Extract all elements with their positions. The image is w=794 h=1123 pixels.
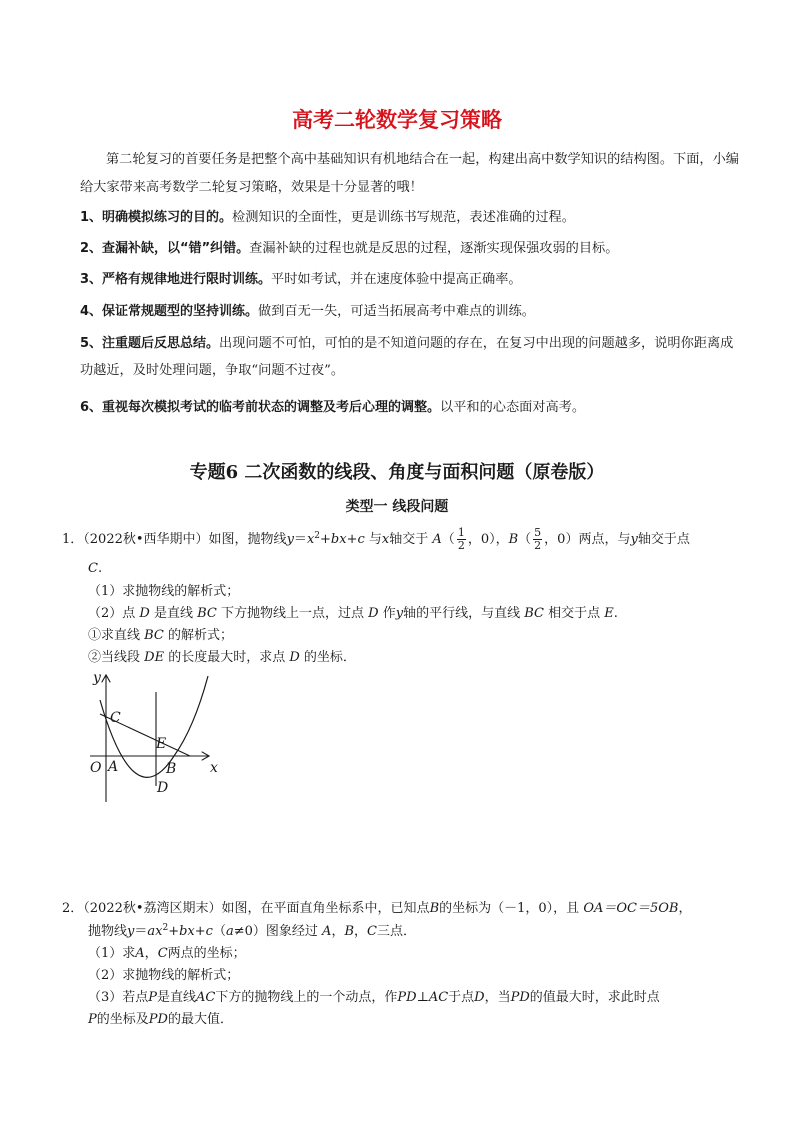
tip-item [80,204,740,231]
text: （ [212,924,226,939]
text: ，0）， [467,532,509,547]
tip-heading: 4、保证常规题型的坚持训练。 [80,304,259,319]
problem-1-stem [62,527,690,552]
label-x: x [210,760,218,776]
var: C [157,946,168,961]
var: PD [148,1012,168,1027]
problem-2-q3 [88,987,660,1009]
var: PD [510,990,530,1005]
text: ＝ [293,532,307,547]
var: y [127,924,135,939]
text: 抛物线 [88,924,128,939]
text: ≠0）图象经过 [233,924,318,939]
problem-2-q3-cont [88,1009,233,1031]
subsection-title: 类型一 线段问题 [345,499,449,515]
tip-heading: 3、严格有规律地进行限时训练。 [80,272,272,287]
var: y [395,606,404,621]
exponent: 2 [314,531,321,541]
text: 两点的坐标； [167,946,246,961]
text: 的坐标为（－1，0），且 [439,901,580,916]
text: 是直线 [149,606,198,621]
var: P [88,1012,97,1027]
text: 如图，在平面直角坐标系中，已知点 [221,901,430,916]
text: 与 [364,532,382,547]
text: ， [331,924,345,939]
problem-source: （2022秋•荔湾区期末） [83,901,222,916]
text: ，0）两点，与 [544,532,631,547]
var: +bx+c [168,924,213,939]
text: （1）求 [88,946,136,961]
problem-2-stem [62,898,691,920]
label-c: C [110,710,121,726]
var: y [630,532,638,547]
text: ①求直线 [88,628,145,643]
label-o: O [90,760,102,776]
var: BC [524,606,544,621]
var: A [432,532,442,547]
problem-source: （2022秋•西华期中） [83,532,209,547]
fraction [457,527,466,552]
var: PD [397,990,417,1005]
var: B [429,901,440,916]
problem-2-q1 [88,943,246,965]
fraction [533,527,542,552]
var: B [344,924,355,939]
problem-number: 1． [62,532,84,547]
label-d: D [157,780,169,796]
label-e: E [156,736,167,752]
var: D [139,606,150,621]
tip-text: 查漏补缺的过程也就是反思的过程，逐渐实现保强攻弱的目标。 [249,241,619,256]
text: 相交于点 [543,606,605,621]
text: ⊥ [416,990,429,1005]
text: （ [441,532,455,547]
exponent: 2 [162,923,169,933]
text: 的长度最大时，求点 [164,650,290,665]
text: 如图，抛物线 [208,532,287,547]
text: ，当 [484,990,511,1005]
var: bx [330,532,347,547]
text: 作 [378,606,396,621]
tip-item [80,298,740,325]
text: （ [518,532,532,547]
text: 三点． [376,924,416,939]
var: D [289,650,300,665]
var: C [88,561,98,576]
problem-1-q2 [88,603,618,625]
problem-1-stem-cont [88,558,102,580]
label-b: B [166,761,177,777]
denominator: 2 [457,539,465,552]
intro-paragraph: 第二轮复习的首要任务是把整个高中基础知识有机地结合在一起，构建出高中数学知识的结构图。下面，小编给大家带来高考数学二轮复习策略，效果是十分显著的哦！ [80,152,739,195]
text: . [613,606,618,621]
var: DE [144,650,165,665]
var: a [225,924,234,939]
text: 轴的平行线，与直线 [403,606,525,621]
text: 的坐标． [299,650,356,665]
var: y [286,532,294,547]
var: P [148,990,158,1005]
text: 下方的抛物线上的一个动点，作 [215,990,398,1005]
problem-1-q1: （1）求抛物线的解析式； [88,584,240,599]
numerator: 5 [534,526,542,539]
text: 的值最大时，求此时点 [529,990,660,1005]
var: OA＝OC＝5OB [583,901,679,916]
problem-2-stem-cont [88,921,416,943]
problem-1-q2-part2 [88,647,356,669]
denominator: 2 [534,539,542,552]
var: BC [144,628,164,643]
text: ＝ [134,924,148,939]
text: 的最大值． [167,1012,233,1027]
tip-text: 出现问题不可怕，可怕的是不知道问题的存在，在复习中出现的问题越多，说明你距离成功越近，及时处理问题，争取“问题不过夜”。 [80,336,734,378]
section-title: 专题6 二次函数的线段、角度与面积问题（原卷版） [189,462,605,483]
text: . [97,561,103,576]
var: AC [428,990,449,1005]
tip-item [80,235,740,262]
text: 的解析式； [163,628,234,643]
problem-1-q2-part1 [88,625,233,647]
var: D [474,990,485,1005]
problem-number: 2． [62,901,84,916]
parabola-figure [86,670,226,804]
var: c [357,532,365,547]
text: 的坐标及 [96,1012,149,1027]
var: x [381,532,390,547]
tip-heading: 6、重视每次模拟考试的临考前状态的调整及考后心理的调整。 [80,400,441,415]
text: ， [678,901,692,916]
text: 轴交于 [389,532,429,547]
tip-heading: 2、查漏补缺，以“错”纠错。 [80,241,250,256]
var: B [508,532,519,547]
var: D [368,606,379,621]
tip-text: 检测知识的全面性，更是训练书写规范，表述准确的过程。 [232,210,575,225]
tip-text: 做到百无一失，可适当拓展高考中难点的训练。 [258,304,535,319]
text: ②当线段 [88,650,145,665]
tip-text: 平时如考试，并在速度体验中提高正确率。 [271,272,522,287]
numerator: 1 [457,526,465,539]
text: 是直线 [157,990,197,1005]
text: + [346,532,358,547]
text: 轴交于点 [637,532,690,547]
var: A [135,946,145,961]
var: x [306,532,315,547]
tip-item [80,266,740,293]
tip-item [80,394,740,421]
label-a: A [108,759,119,775]
text: 于点 [448,990,475,1005]
text: ， [144,946,158,961]
var: AC [196,990,216,1005]
var: BC [197,606,217,621]
tip-heading: 5、注重题后反思总结。 [80,336,220,351]
text: ， [354,924,368,939]
text: 下方抛物线上一点，过点 [216,606,369,621]
var: C [367,924,377,939]
problem-2-q2: （2）求抛物线的解析式； [88,968,240,983]
page-title: 高考二轮数学复习策略 [292,108,502,132]
label-y: y [93,670,101,686]
text: （2）点 [88,606,140,621]
text: + [320,532,331,547]
var: ax [147,924,163,939]
text: （3）若点 [88,990,149,1005]
tip-heading: 1、明确模拟练习的目的。 [80,210,233,225]
tip-text: 以平和的心态面对高考。 [440,400,586,415]
tip-item [80,330,740,384]
var: A [322,924,332,939]
var: E [604,606,614,621]
